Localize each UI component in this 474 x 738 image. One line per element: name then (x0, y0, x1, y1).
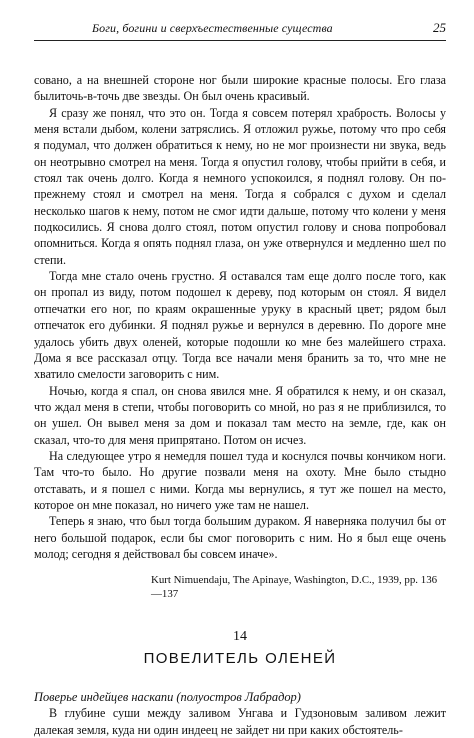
paragraph-4: Ночью, когда я спал, он снова явился мне. Я обратился к нему, и он сказал, что ждал меня в степи, чтобы поговорить со мной, но раз я не приблизился, то он ушел. Он вывел меня за дом и показал там место на земле, где, как он сказал, что-то для меня припрятано. Потом он исчез. (34, 383, 446, 447)
paragraph-5: На следующее утро я немедля пошел туда и коснулся почвы кончиком ноги. Там что-то было. Но другие позвали меня на охоту. Мне было стыдно отставать, и я пошел с ними. Когда мы вернулись, я тут же пошел на место, которое он мне показал, но ничего уже там не нашел. (34, 448, 446, 512)
paragraph-2: Я сразу же понял, что это он. Тогда я совсем потерял храбрость. Волосы у меня встали дыбом, колени затряслись. Я отложил ружье, потому что про себя я подумал, что должен обратиться к нему, но не мог произнести ни звука, ведь он неотрывно смотрел на меня. Тогда я опустил голову, чтобы прийти в себя, и стоял так очень долго. Когда я немного успокоился, я поднял голову. Он по-прежнему стоял и смотрел на меня. Тогда я собрался с духом и сделал несколько шагов к нему, потом не смог идти дальше, потому что колени у меня подкосились. Я снова долго стоял, потом опустил голову и снова попробовал опомниться. Когда я опять поднял глаза, он уже отвернулся и медленно шел по степи. (34, 105, 446, 267)
source-citation: Kurt Nimuendaju, The Apinaye, Washington, D.C., 1939, pp. 136—137 (151, 574, 438, 601)
section-title: ПОВЕЛИТЕЛЬ ОЛЕНЕЙ (143, 650, 337, 668)
page-number: 25 (433, 20, 446, 35)
section-number: 14 (233, 629, 247, 645)
page-content (34, 72, 446, 738)
section-subtitle: Поверье индейцев наскапи (полуостров Лабрадор) (34, 690, 301, 705)
section-text: В глубине суши между заливом Унгава и Гудзоновым заливом лежит далекая земля, куда ни один индеец не зайдет ни при каких обстоятель- (34, 706, 446, 737)
running-header (34, 18, 446, 41)
paragraph-3: Тогда мне стало очень грустно. Я оставался там еще долго после того, как он пропал из виду, потом подошел к дереву, под которым он стоял. Я видел отпечатки его ног, по краям окрашенные уруку в красный цвет; рядом был отпечаток его дубинки. Я поднял ружье и вернулся в деревню. По дороге мне удалось убить двух оленей, которые подошли ко мне без малейшего страха. Дома я все рассказал отцу. Тогда все начали меня бранить за то, что мне не хватило смелости заговорить с ним. (34, 269, 446, 382)
book-page (34, 18, 446, 737)
paragraph-6: Теперь я знаю, что был тогда большим дураком. Я наверняка получил бы от него большой подарок, если бы смог поговорить с ним. Но я был еще очень молод; сегодня я действовал бы совсем иначе». (34, 514, 446, 561)
paragraph-1: совано, а на внешней стороне ног были широкие красные полосы. Его глаза былиточь-в-точь две звезды. Он был очень красивый. (34, 73, 446, 104)
running-header-title: Боги, богини и сверхъестественные существа (92, 21, 333, 35)
